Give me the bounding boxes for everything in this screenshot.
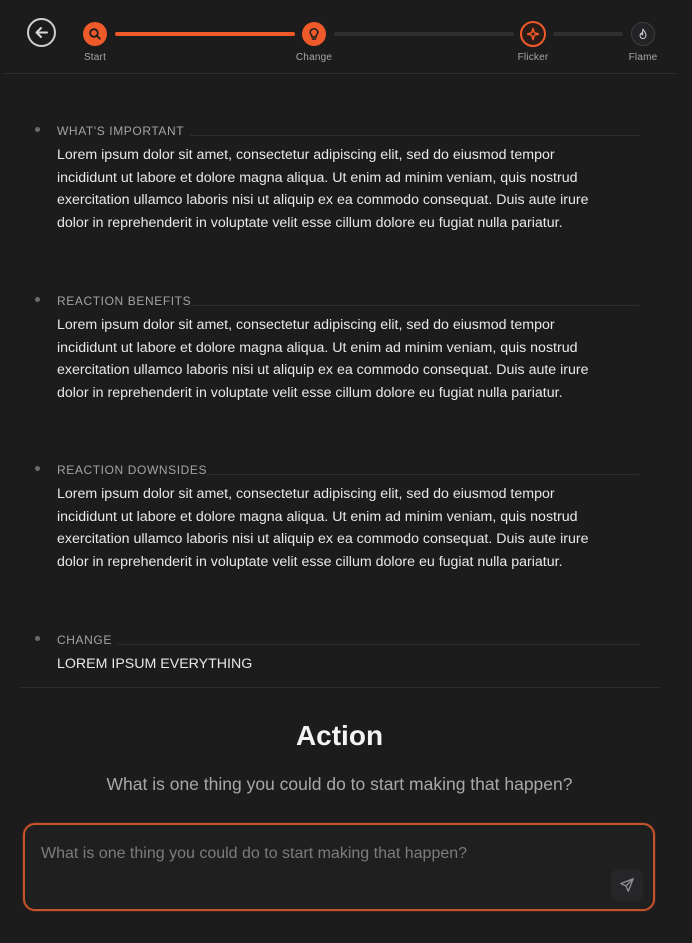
summary-item-title: REACTION BENEFITS bbox=[57, 294, 192, 308]
send-icon bbox=[619, 877, 635, 893]
step-flicker[interactable] bbox=[520, 21, 546, 47]
progress-header bbox=[0, 0, 692, 74]
back-button[interactable] bbox=[27, 18, 56, 47]
summary-item-body: Lorem ipsum dolor sit amet, consectetur adipiscing elit, sed do eiusmod tempor incididunt ut labore et dolore magna aliqua. Ut enim ad minim veniam, quis nostrud exercitation ullamco laboris nisi ut aliquip ex ea commodo consequat. Duis aute irure dolor in reprehenderit in voluptate velit esse cillum dolore eu fugiat nulla pariatur. bbox=[57, 147, 589, 232]
step-change[interactable] bbox=[302, 22, 326, 46]
action-subtitle: What is one thing you could do to start making that happen? bbox=[106, 774, 573, 794]
summary-item-body: LOREM IPSUM EVERYTHING bbox=[57, 656, 253, 672]
title-rule bbox=[207, 474, 639, 475]
title-rule bbox=[190, 135, 639, 136]
summary-item-title: CHANGE bbox=[57, 633, 112, 647]
step-start[interactable] bbox=[83, 22, 107, 46]
send-button[interactable] bbox=[611, 869, 643, 901]
bullet bbox=[35, 466, 40, 471]
summary-item-body: Lorem ipsum dolor sit amet, consectetur adipiscing elit, sed do eiusmod tempor incididunt ut labore et dolore magna aliqua. Ut enim ad minim veniam, quis nostrud exercitation ullamco laboris nisi ut aliquip ex ea commodo consequat. Duis aute irure dolor in reprehenderit in voluptate velit esse cillum dolore eu fugiat nulla pariatur. bbox=[57, 317, 589, 402]
progress-track-start-change bbox=[115, 32, 295, 36]
bullet bbox=[35, 127, 40, 132]
flame-icon bbox=[637, 28, 649, 40]
lightbulb-icon bbox=[307, 27, 321, 41]
search-icon bbox=[88, 27, 102, 41]
summary-item-body: Lorem ipsum dolor sit amet, consectetur adipiscing elit, sed do eiusmod tempor incididunt ut labore et dolore magna aliqua. Ut enim ad minim veniam, quis nostrud exercitation ullamco laboris nisi ut aliquip ex ea commodo consequat. Duis aute irure dolor in reprehenderit in voluptate velit esse cillum dolore eu fugiat nulla pariatur. bbox=[57, 486, 589, 571]
step-label-start: Start bbox=[83, 52, 107, 63]
title-rule bbox=[191, 305, 639, 306]
arrow-left-icon bbox=[33, 24, 50, 41]
bullet bbox=[35, 636, 40, 641]
step-label-flame: Flame bbox=[628, 52, 658, 63]
sparkle-icon bbox=[526, 27, 540, 41]
title-rule bbox=[117, 644, 639, 645]
step-label-change: Change bbox=[295, 52, 333, 63]
summary-item-title: REACTION DOWNSIDES bbox=[57, 463, 208, 477]
header-divider bbox=[4, 73, 676, 74]
bullet bbox=[35, 297, 40, 302]
summary-item-title: WHAT'S IMPORTANT bbox=[57, 124, 185, 138]
section-divider bbox=[19, 687, 660, 688]
progress-track-flicker-flame bbox=[553, 32, 623, 36]
answer-input[interactable] bbox=[41, 845, 601, 863]
step-label-flicker: Flicker bbox=[517, 52, 549, 63]
answer-box bbox=[23, 823, 655, 911]
action-title: Action bbox=[295, 720, 384, 751]
step-flame[interactable] bbox=[631, 22, 655, 46]
progress-track-change-flicker bbox=[334, 32, 514, 36]
